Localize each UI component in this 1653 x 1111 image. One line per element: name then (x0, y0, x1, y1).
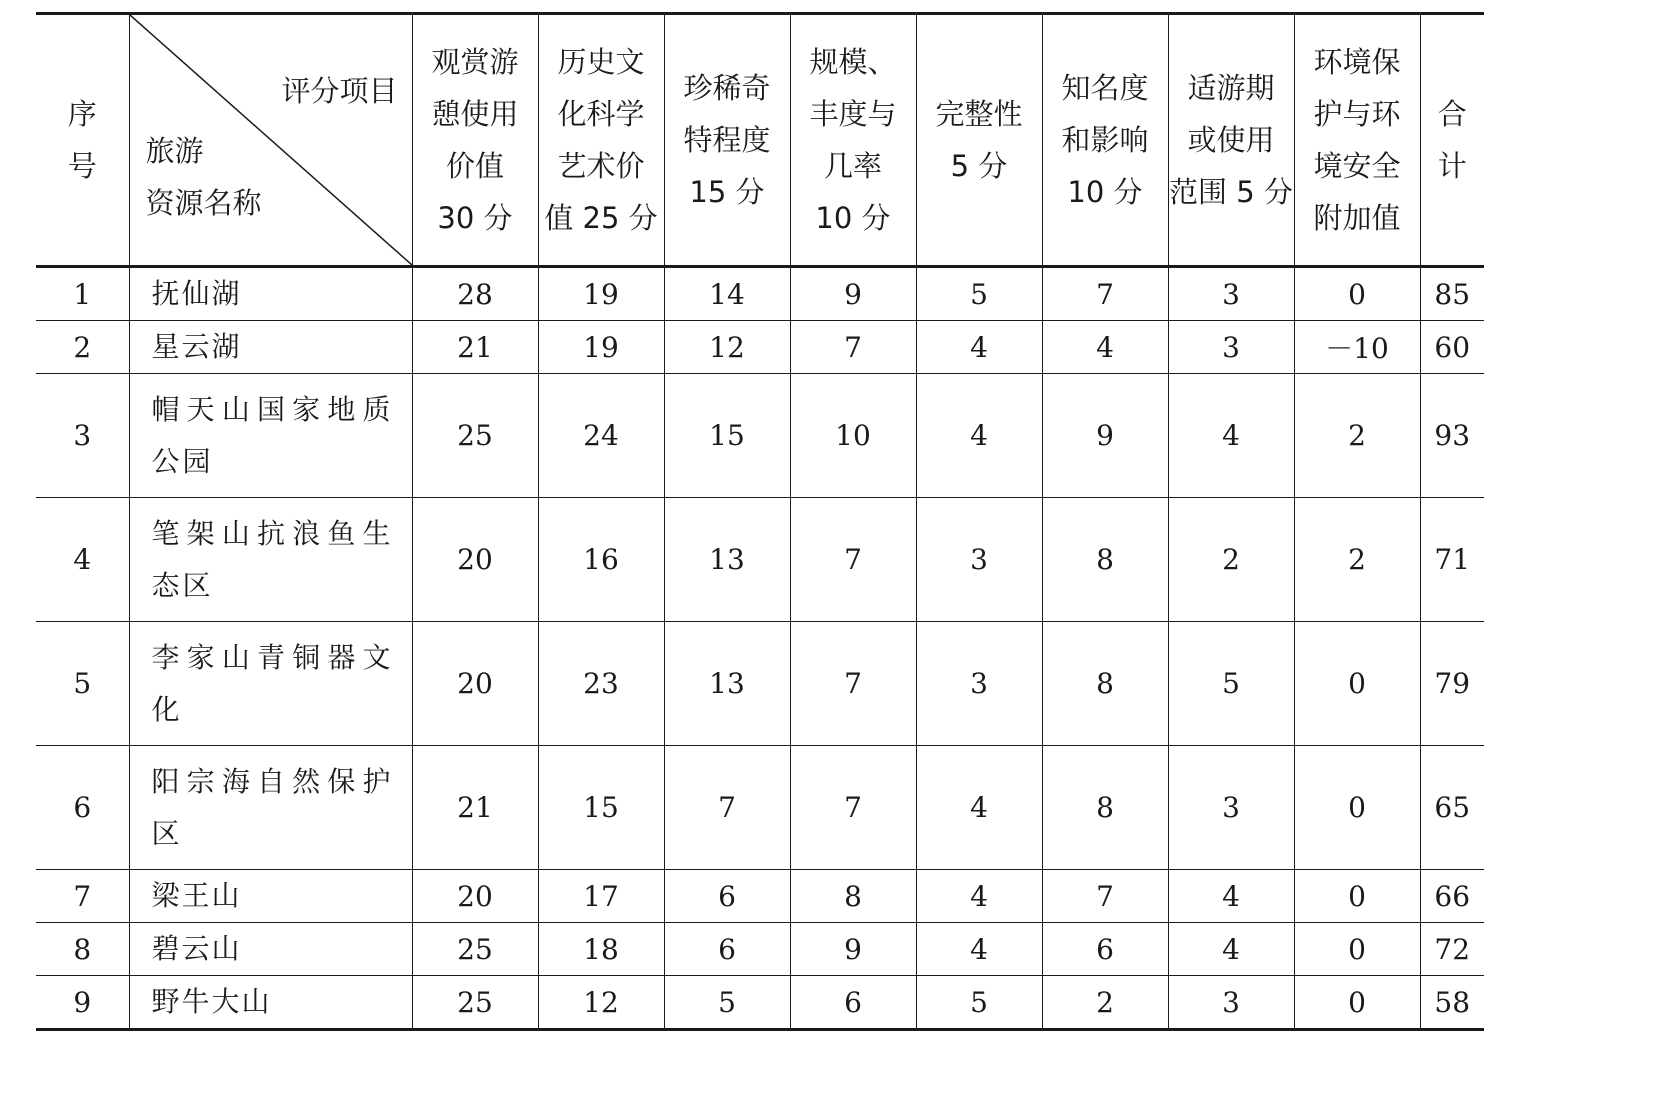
row-seq: 5 (36, 622, 129, 746)
score-cell: 6 (664, 870, 790, 923)
table-row (36, 976, 1484, 1030)
score-cell: 5 (916, 976, 1042, 1030)
score-cell: 19 (538, 321, 664, 374)
header-col: 珍稀奇 特程度 15 分 (664, 14, 790, 267)
row-seq: 3 (36, 374, 129, 498)
score-cell: 25 (412, 374, 538, 498)
header-col: 历史文 化科学 艺术价 值 25 分 (538, 14, 664, 267)
total-score: 85 (1420, 267, 1484, 321)
score-cell: 6 (790, 976, 916, 1030)
header-row (36, 14, 1484, 267)
score-cell: 7 (1042, 870, 1168, 923)
score-cell: 7 (790, 622, 916, 746)
score-cell: 19 (538, 267, 664, 321)
total-score: 66 (1420, 870, 1484, 923)
score-cell: 8 (1042, 622, 1168, 746)
resource-name: 野牛大山 (129, 976, 412, 1030)
resource-name: 星云湖 (129, 321, 412, 374)
score-cell: 3 (1168, 321, 1294, 374)
total-score: 58 (1420, 976, 1484, 1030)
score-cell: 0 (1294, 622, 1420, 746)
score-cell: 3 (916, 622, 1042, 746)
score-cell: 12 (538, 976, 664, 1030)
score-cell: 5 (1168, 622, 1294, 746)
score-cell: 25 (412, 976, 538, 1030)
score-cell: 9 (1042, 374, 1168, 498)
score-cell: 13 (664, 622, 790, 746)
header-seq: 序 号 (36, 14, 129, 267)
header-col: 规模、 丰度与 几率 10 分 (790, 14, 916, 267)
score-cell: 17 (538, 870, 664, 923)
resource-name: 李家山青铜器文化 (129, 622, 412, 746)
score-cell: 3 (1168, 267, 1294, 321)
score-cell: 15 (664, 374, 790, 498)
header-col: 适游期 或使用 范围 5 分 (1168, 14, 1294, 267)
score-cell: 3 (1168, 976, 1294, 1030)
score-cell: 7 (790, 321, 916, 374)
score-cell: 4 (916, 374, 1042, 498)
row-seq: 1 (36, 267, 129, 321)
score-cell: 20 (412, 870, 538, 923)
score-cell: 24 (538, 374, 664, 498)
header-resource-name-label: 旅游 资源名称 (145, 134, 262, 220)
score-cell: 8 (1042, 746, 1168, 870)
row-seq: 2 (36, 321, 129, 374)
header-col: 观赏游 憩使用 价值 30 分 (412, 14, 538, 267)
header-score-item-label: 评分项目 (281, 74, 398, 108)
score-cell: 4 (1042, 321, 1168, 374)
resource-name: 梁王山 (129, 870, 412, 923)
table-row (36, 374, 1484, 498)
score-cell: 6 (1042, 923, 1168, 976)
score-cell: 18 (538, 923, 664, 976)
resource-name: 帽天山国家地质公园 (129, 374, 412, 498)
row-seq: 6 (36, 746, 129, 870)
score-cell: －10 (1294, 321, 1420, 374)
resource-name: 阳宗海自然保护区 (129, 746, 412, 870)
score-cell: 7 (1042, 267, 1168, 321)
score-cell: 4 (1168, 374, 1294, 498)
score-cell: 15 (538, 746, 664, 870)
score-cell: 0 (1294, 870, 1420, 923)
table-row (36, 267, 1484, 321)
header-col: 完整性 5 分 (916, 14, 1042, 267)
score-cell: 0 (1294, 746, 1420, 870)
score-cell: 4 (1168, 870, 1294, 923)
header-col: 知名度 和影响 10 分 (1042, 14, 1168, 267)
row-seq: 7 (36, 870, 129, 923)
score-cell: 25 (412, 923, 538, 976)
total-score: 79 (1420, 622, 1484, 746)
score-cell: 21 (412, 321, 538, 374)
score-cell: 3 (916, 498, 1042, 622)
score-cell: 13 (664, 498, 790, 622)
total-score: 71 (1420, 498, 1484, 622)
score-cell: 2 (1294, 498, 1420, 622)
score-cell: 4 (916, 870, 1042, 923)
resource-name: 抚仙湖 (129, 267, 412, 321)
row-seq: 8 (36, 923, 129, 976)
score-cell: 9 (790, 923, 916, 976)
score-cell: 5 (916, 267, 1042, 321)
score-cell: 6 (664, 923, 790, 976)
score-cell: 28 (412, 267, 538, 321)
score-cell: 2 (1042, 976, 1168, 1030)
score-cell: 3 (1168, 746, 1294, 870)
score-cell: 8 (1042, 498, 1168, 622)
total-score: 60 (1420, 321, 1484, 374)
score-cell: 7 (790, 498, 916, 622)
total-score: 93 (1420, 374, 1484, 498)
score-cell: 2 (1168, 498, 1294, 622)
header-diagonal-cell (129, 14, 412, 267)
score-cell: 20 (412, 622, 538, 746)
score-cell: 7 (664, 746, 790, 870)
score-cell: 14 (664, 267, 790, 321)
score-cell: 0 (1294, 267, 1420, 321)
score-cell: 0 (1294, 923, 1420, 976)
score-cell: 0 (1294, 976, 1420, 1030)
row-seq: 4 (36, 498, 129, 622)
table-row (36, 321, 1484, 374)
score-cell: 4 (916, 923, 1042, 976)
tourism-resource-score-table (36, 12, 1484, 1031)
row-seq: 9 (36, 976, 129, 1030)
score-cell: 16 (538, 498, 664, 622)
table-row (36, 870, 1484, 923)
score-cell: 4 (916, 321, 1042, 374)
score-cell: 20 (412, 498, 538, 622)
score-cell: 9 (790, 267, 916, 321)
header-col-total: 合 计 (1420, 14, 1484, 267)
resource-name: 碧云山 (129, 923, 412, 976)
table-row (36, 622, 1484, 746)
total-score: 65 (1420, 746, 1484, 870)
header-col: 环境保 护与环 境安全 附加值 (1294, 14, 1420, 267)
table-row (36, 498, 1484, 622)
score-cell: 7 (790, 746, 916, 870)
score-cell: 10 (790, 374, 916, 498)
score-cell: 4 (916, 746, 1042, 870)
score-cell: 8 (790, 870, 916, 923)
score-table-container (36, 12, 1484, 1031)
resource-name: 笔架山抗浪鱼生态区 (129, 498, 412, 622)
total-score: 72 (1420, 923, 1484, 976)
table-row (36, 923, 1484, 976)
score-cell: 21 (412, 746, 538, 870)
score-cell: 2 (1294, 374, 1420, 498)
score-cell: 5 (664, 976, 790, 1030)
table-body (36, 267, 1484, 1030)
score-cell: 23 (538, 622, 664, 746)
table-row (36, 746, 1484, 870)
score-cell: 4 (1168, 923, 1294, 976)
score-cell: 12 (664, 321, 790, 374)
